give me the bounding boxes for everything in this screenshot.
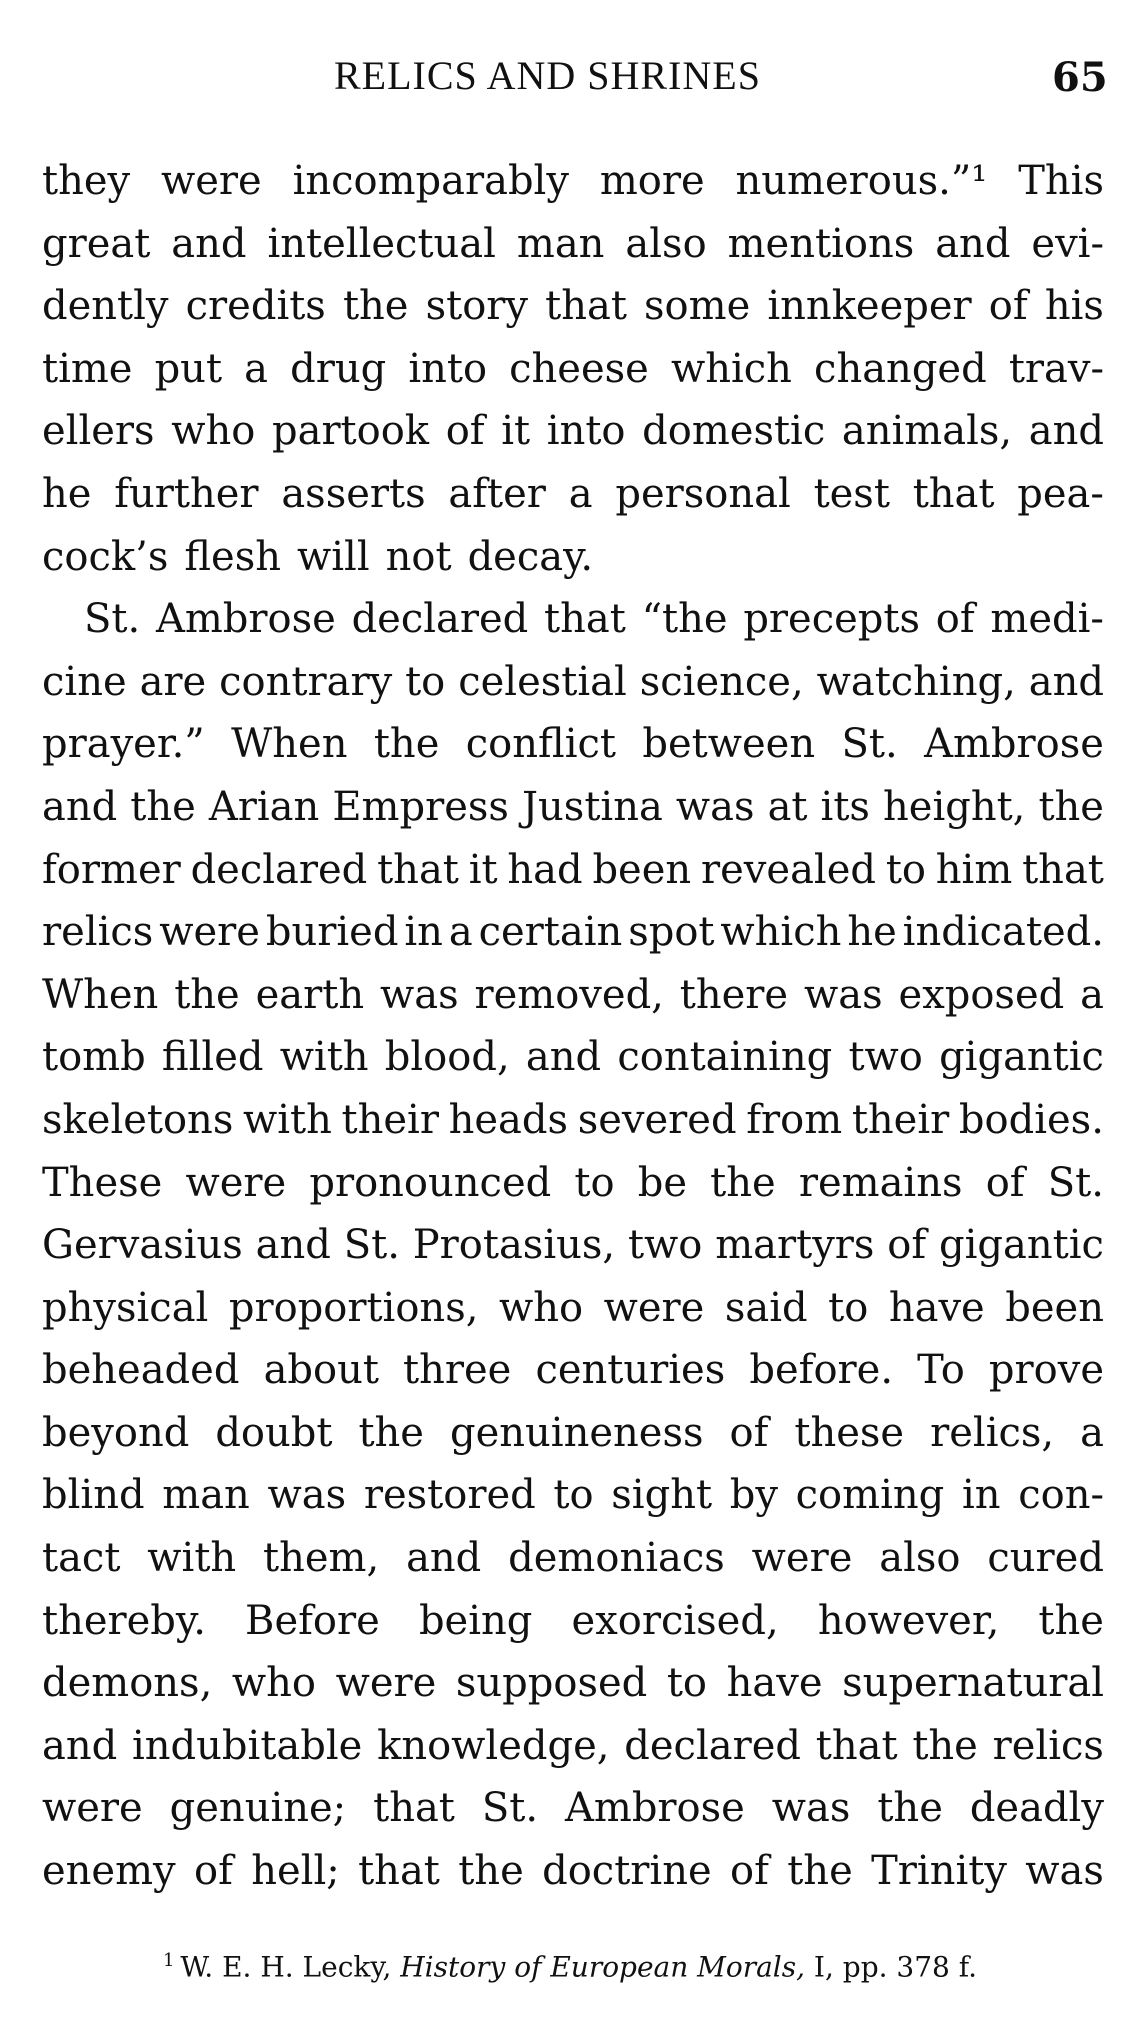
body-text (42, 150, 1104, 1903)
body-line: physical proportions, who were said to have been (42, 1284, 1104, 1331)
body-line: ellers who partook of it into domestic animals, and (42, 408, 1104, 455)
footnote-reference: I, pp. 378 f. (813, 1950, 978, 1984)
body-line: These were pronounced to be the remains of St. (42, 1159, 1104, 1206)
body-line: skeletons with their heads severed from their bodies. (42, 1096, 1104, 1143)
body-line: Gervasius and St. Protasius, two martyrs of gigantic (42, 1222, 1104, 1269)
body-line: thereby. Before being exorcised, however, the (42, 1597, 1104, 1644)
body-line: were genuine; that St. Ambrose was the deadly (42, 1785, 1104, 1832)
body-line: former declared that it had been revealed to him that (42, 846, 1104, 893)
body-line: enemy of hell; that the doctrine of the Trinity was (42, 1848, 1104, 1895)
body-line: and indubitable knowledge, declared that the relics (42, 1722, 1104, 1769)
running-title: RELICS AND SHRINES (334, 53, 761, 98)
body-line: cock’s flesh will not decay. (42, 533, 594, 580)
body-line: prayer.” When the conflict between St. Ambrose (42, 721, 1104, 768)
body-line: tomb filled with blood, and containing two gigantic (42, 1034, 1104, 1081)
body-line: dently credits the story that some innkeeper of his (42, 283, 1104, 330)
body-line: tact with them, and demoniacs were also cured (42, 1535, 1104, 1582)
body-line: and the Arian Empress Justina was at its height, the (42, 783, 1104, 830)
footnote-title: History of European Morals, (400, 1950, 806, 1984)
body-line: he further asserts after a personal test that pea- (42, 470, 1104, 517)
footnote-author: W. E. H. Lecky, (180, 1950, 392, 1984)
page-number: 65 (1052, 54, 1108, 101)
body-line: cine are contrary to celestial science, watching, and (42, 658, 1104, 705)
body-line: blind man was restored to sight by coming in con- (42, 1472, 1104, 1519)
body-line: relics were buried in a certain spot which he indicated. (42, 909, 1104, 956)
body-line: St. Ambrose declared that “the precepts of medi- (84, 596, 1104, 643)
body-line: beheaded about three centuries before. To prove (42, 1347, 1104, 1394)
running-head (0, 52, 1140, 112)
body-line: great and intellectual man also mentions and evi- (42, 220, 1104, 267)
body-line: When the earth was removed, there was exposed a (42, 971, 1104, 1018)
body-line: they were incomparably more numerous.”¹ This (42, 158, 1104, 204)
footnote (0, 1950, 1140, 1983)
body-line: time put a drug into cheese which changed trav- (42, 345, 1104, 392)
body-line: beyond doubt the genuineness of these relics, a (42, 1409, 1104, 1456)
body-line: demons, who were supposed to have supernatural (42, 1660, 1104, 1707)
footnote-marker: 1 (162, 1950, 175, 1971)
